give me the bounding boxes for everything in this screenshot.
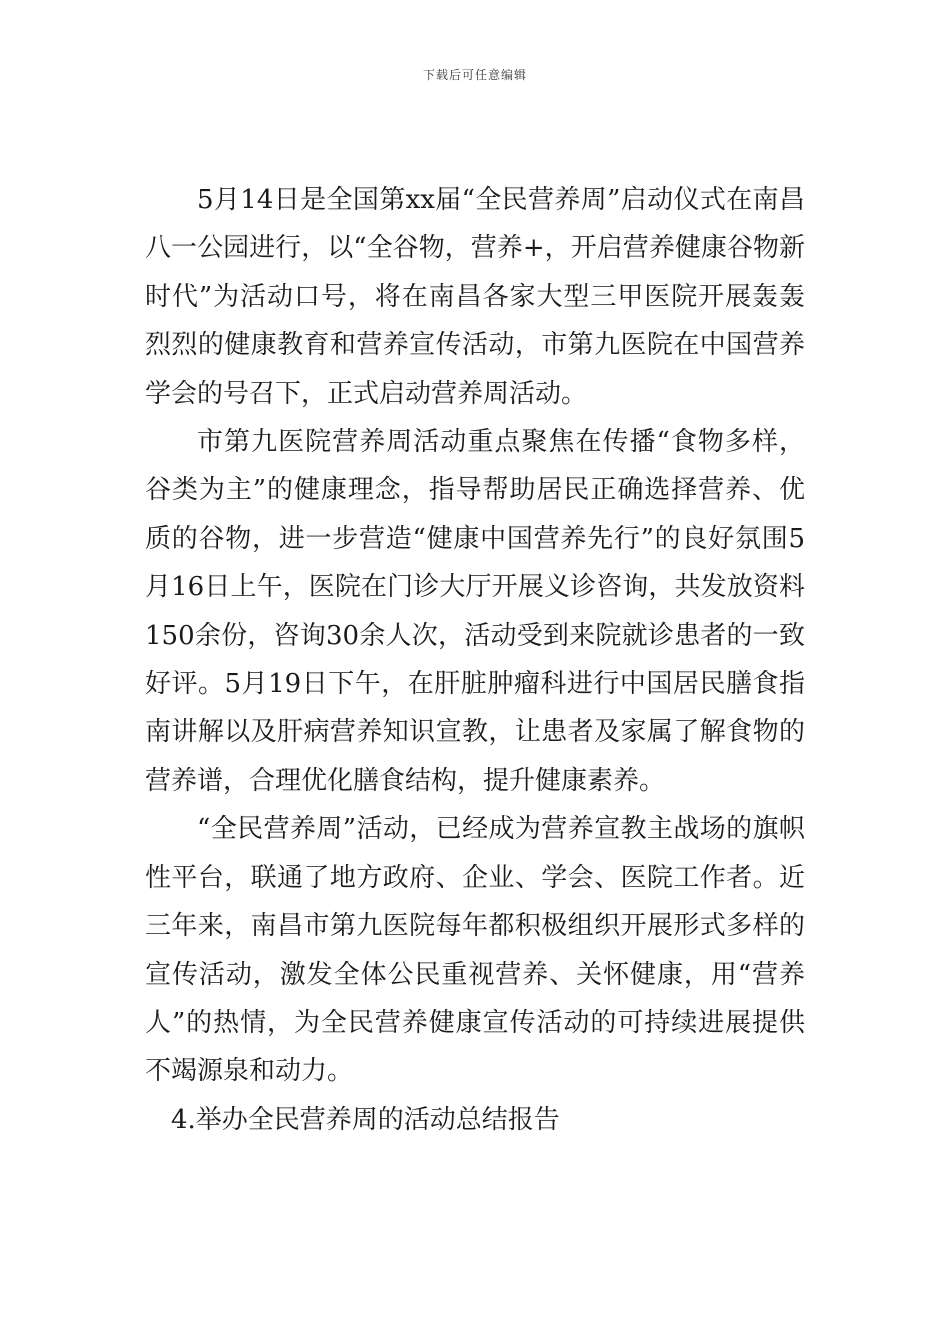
paragraph-launch: 5月14日是全国第xx届“全民营养周”启动仪式在南昌八一公园进行，以“全谷物，营养+，开启营养健康谷物新时代”为活动口号，将在南昌各家大型三甲医院开展轰轰烈烈的健康教育和营养宣传活动，市第九医院在中国营养学会的号召下，正式启动营养周活动。: [145, 185, 805, 409]
document-body: [145, 176, 805, 1144]
paragraph-platform: “全民营养周”活动，已经成为营养宣教主战场的旗帜性平台，联通了地方政府、企业、学会、医院工作者。近三年来，南昌市第九医院每年都积极组织开展形式多样的宣传活动，激发全体公民重视营养、关怀健康，用“营养人”的热情，为全民营养健康宣传活动的可持续进展提供不竭源泉和动力。: [145, 814, 805, 1087]
paragraph-activities: 市第九医院营养周活动重点聚焦在传播“食物多样，谷类为主”的健康理念，指导帮助居民正确选择营养、优质的谷物，进一步营造“健康中国营养先行”的良好氛围5月16日上午，医院在门诊大厅开展义诊咨询，共发放资料150余份，咨询30余人次，活动受到来院就诊患者的一致好评。5月19日下午，在肝脏肿瘤科进行中国居民膳食指南讲解以及肝病营养知识宣教，让患者及家属了解食物的营养谱，合理优化膳食结构，提升健康素养。: [145, 427, 805, 796]
section-heading: 4.举办全民营养周的活动总结报告: [171, 1104, 560, 1135]
page-header: 下载后可任意编辑: [422, 68, 527, 82]
